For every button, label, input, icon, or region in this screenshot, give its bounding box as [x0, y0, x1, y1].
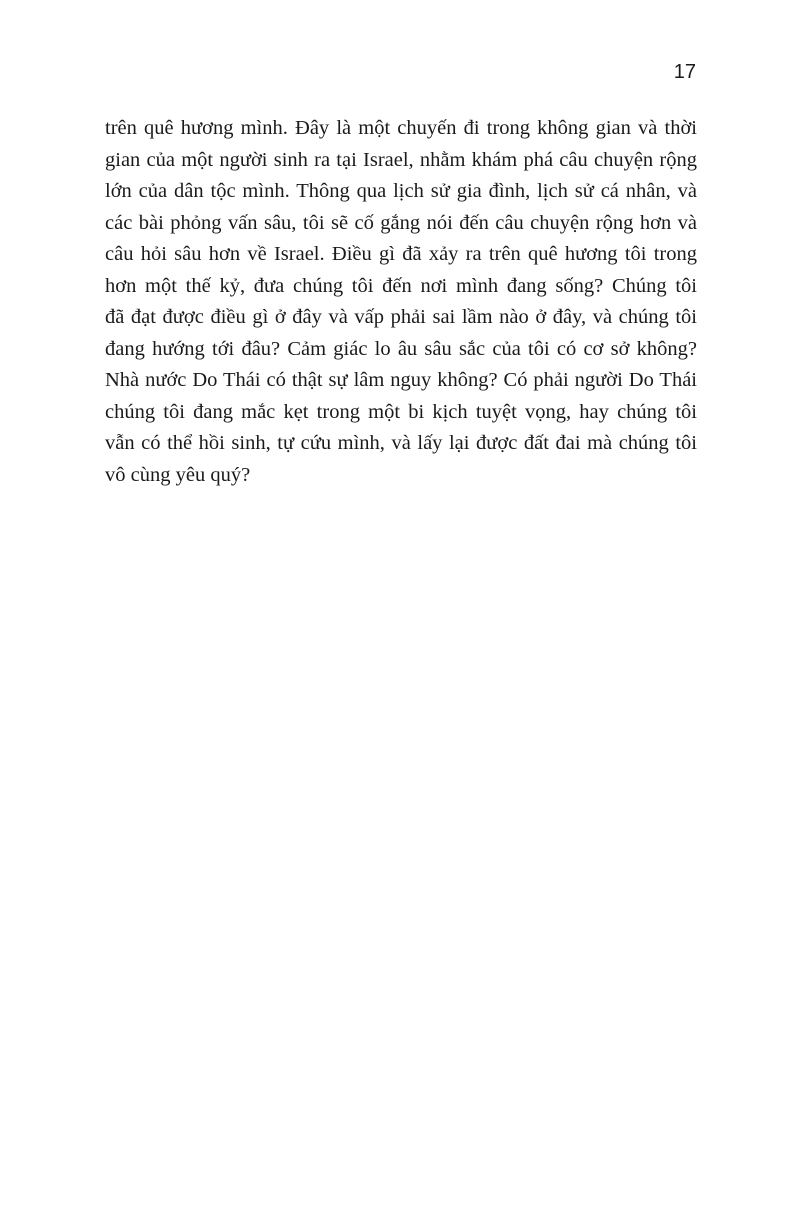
text-line: đang hướng tới đâu? Cảm giác lo âu sâu sắc của tôi có cơ sở không? — [105, 337, 697, 360]
text-line: trên quê hương mình. Đây là một chuyến đi trong không gian và thời — [105, 117, 697, 139]
page-number: 17 — [673, 61, 696, 83]
text-line: hơn một thế kỷ, đưa chúng tôi đến nơi mình đang sống? Chúng tôi — [105, 274, 697, 297]
text-line: vô cùng yêu quý? — [105, 463, 251, 486]
text-line: các bài phỏng vấn sâu, tôi sẽ cố gắng nói đến câu chuyện rộng hơn và — [105, 211, 697, 234]
text-line: gian của một người sinh ra tại Israel, nhằm khám phá câu chuyện rộng — [105, 148, 697, 171]
text-line: vẫn có thể hồi sinh, tự cứu mình, và lấy lại được đất đai mà chúng tôi — [105, 432, 697, 454]
text-line: đã đạt được điều gì ở đây và vấp phải sai lầm nào ở đây, và chúng tôi — [105, 306, 697, 328]
text-line: câu hỏi sâu hơn về Israel. Điều gì đã xảy ra trên quê hương tôi trong — [105, 243, 697, 265]
text-line: chúng tôi đang mắc kẹt trong một bi kịch tuyệt vọng, hay chúng tôi — [105, 400, 697, 423]
text-line: lớn của dân tộc mình. Thông qua lịch sử gia đình, lịch sử cá nhân, và — [105, 180, 697, 202]
body-paragraph — [105, 113, 697, 491]
text-line: Nhà nước Do Thái có thật sự lâm nguy không? Có phải người Do Thái — [105, 369, 697, 391]
